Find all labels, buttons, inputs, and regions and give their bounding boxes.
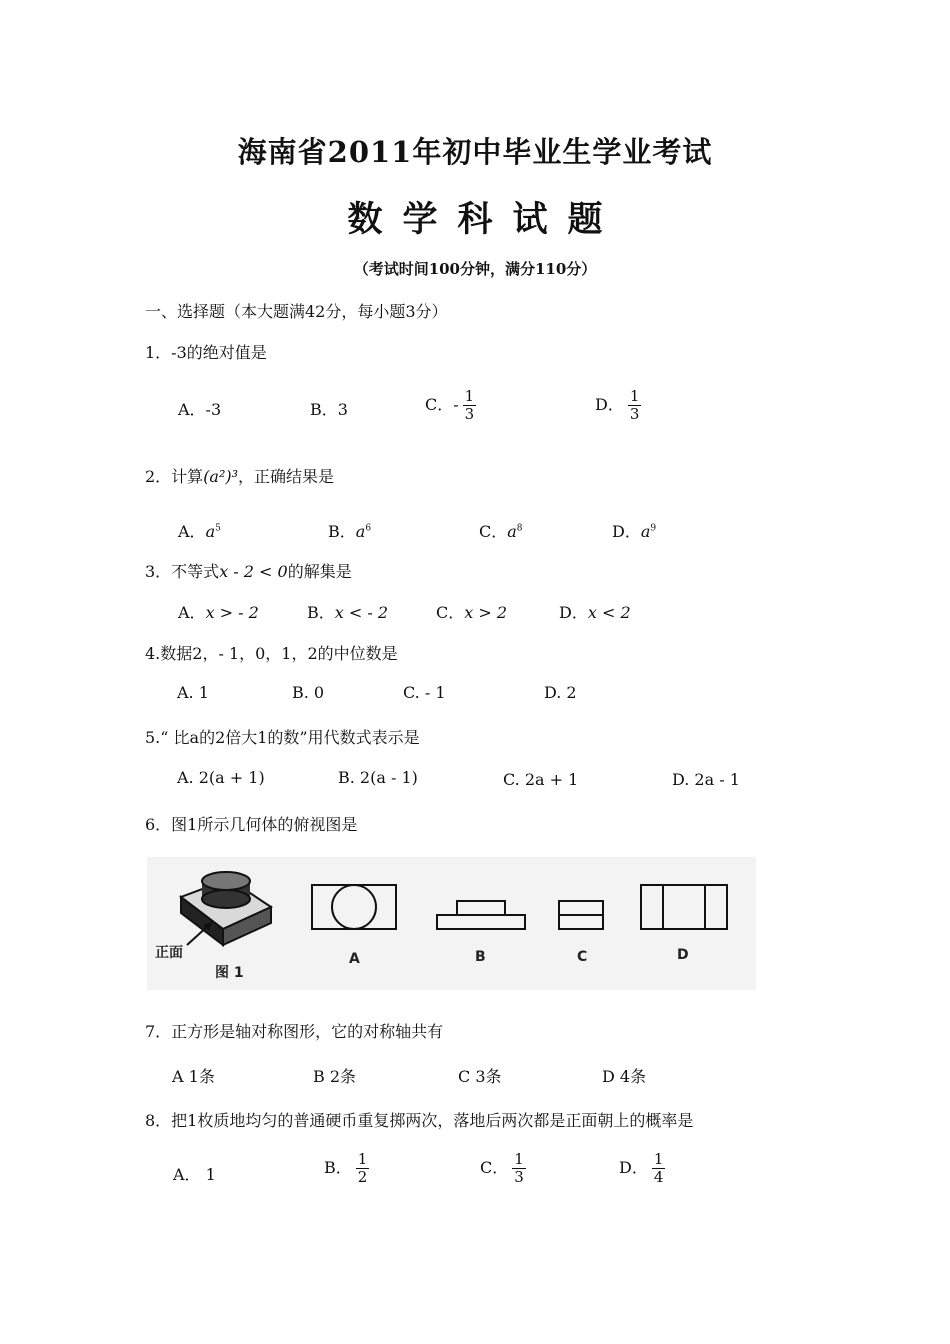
fraction-numerator: 1 — [629, 387, 640, 405]
exam-note: （考试时间100分钟，满分110分） — [353, 260, 597, 278]
q5-option-b: B. 2(a - 1) — [338, 768, 418, 787]
q1-option-c — [425, 388, 476, 423]
figure-1-panel — [147, 857, 756, 990]
question-4-stem: 4.数据2，- 1，0，1，2的中位数是 — [145, 644, 398, 663]
cylinder-bottom — [202, 890, 250, 908]
q8-option-c-fraction — [512, 1151, 526, 1186]
question-2-stem — [145, 464, 334, 487]
q2-option-a — [178, 519, 221, 542]
exam-title: 海南省2011年初中毕业生学业考试 — [237, 135, 713, 169]
q3-option-b-expression: x < - 2 — [334, 603, 389, 622]
q2-stem-suffix: ，正确结果是 — [238, 467, 335, 486]
q2-option-b — [328, 519, 371, 542]
figure-1-drawing — [147, 857, 756, 990]
q8-option-c — [480, 1151, 526, 1186]
option-a-label: A — [349, 951, 360, 967]
q2-option-c-base: a — [507, 522, 517, 541]
fraction-numerator: 1 — [653, 1150, 664, 1168]
option-b-label: B — [475, 949, 486, 965]
q7-option-c: C 3条 — [458, 1067, 502, 1086]
fraction-numerator: 1 — [464, 387, 475, 405]
option-b-bottom — [437, 915, 525, 929]
q3-option-d — [559, 600, 631, 623]
q1-option-d — [595, 388, 641, 423]
q1-option-b: B．3 — [310, 400, 348, 419]
question-3-stem — [145, 559, 352, 582]
front-label: 正面 — [155, 945, 183, 961]
q3-expression: x - 2 < 0 — [219, 562, 288, 581]
q2-option-a-exponent: 5 — [215, 523, 221, 534]
option-d-label: D — [677, 947, 689, 963]
q7-option-d: D 4条 — [602, 1067, 647, 1086]
q2-option-d-base: a — [640, 522, 651, 541]
q3-option-b-label: B． — [307, 603, 335, 622]
q8-option-d — [619, 1151, 665, 1186]
fraction-denominator: 3 — [464, 405, 475, 423]
figure-1-label: 图 1 — [215, 965, 244, 981]
q8-option-a: A． 1 — [173, 1165, 216, 1184]
option-a-circle — [332, 885, 376, 929]
fraction-denominator: 2 — [357, 1168, 368, 1186]
q8-option-b — [324, 1151, 369, 1186]
fraction-denominator: 3 — [514, 1168, 524, 1186]
q1-option-a: A．-3 — [178, 400, 222, 419]
cylinder-top — [202, 872, 250, 890]
q2-option-c-label: C． — [479, 522, 508, 541]
fraction-denominator: 4 — [653, 1168, 664, 1186]
fraction-denominator: 3 — [629, 405, 640, 423]
q2-option-c-exponent: 8 — [516, 523, 523, 534]
q3-option-a-label: A． — [178, 603, 206, 622]
q3-option-c-expression: x > 2 — [464, 603, 508, 622]
q2-option-b-exponent: 6 — [365, 523, 372, 534]
q4-option-a: A. 1 — [177, 683, 209, 702]
question-7-stem: 7．正方形是轴对称图形，它的对称轴共有 — [145, 1022, 444, 1041]
q3-option-d-label: D． — [559, 603, 588, 622]
q2-option-d-label: D． — [612, 522, 641, 541]
q2-option-a-base: a — [205, 522, 216, 541]
q2-stem-prefix: 2．计算 — [145, 467, 204, 486]
q3-option-b — [307, 600, 388, 623]
q5-option-c: C. 2a + 1 — [503, 770, 579, 789]
q8-option-d-fraction — [652, 1151, 666, 1186]
q7-option-b: B 2条 — [313, 1067, 357, 1086]
option-d-rect — [641, 885, 727, 929]
q3-stem-suffix: 的解集是 — [287, 562, 352, 581]
section-heading: 一、选择题（本大题满42分，每小题3分） — [145, 302, 448, 321]
q3-option-c — [436, 600, 507, 623]
q4-option-b: B. 0 — [292, 683, 325, 702]
front-arrow-line — [187, 925, 209, 945]
q4-option-c: C. - 1 — [403, 683, 446, 702]
q1-option-d-prefix: D． — [595, 395, 624, 414]
q2-option-d-exponent: 9 — [650, 523, 657, 534]
q1-option-c-prefix: C．- — [425, 395, 459, 414]
fraction-numerator: 1 — [357, 1150, 368, 1168]
q2-option-d — [612, 519, 656, 542]
question-5-stem: 5.“ 比a的2倍大1的数”用代数式表示是 — [145, 728, 420, 747]
q4-option-d: D. 2 — [544, 683, 577, 702]
q8-option-c-prefix: C． — [480, 1158, 509, 1177]
q3-stem-prefix: 3．不等式 — [145, 562, 220, 581]
q2-option-c — [479, 519, 523, 542]
option-b-top — [457, 901, 505, 915]
q2-option-a-label: A． — [178, 522, 206, 541]
q1-option-c-fraction — [463, 388, 477, 423]
q3-option-a — [178, 600, 259, 623]
q2-option-b-label: B． — [328, 522, 356, 541]
q8-option-b-fraction — [356, 1151, 370, 1186]
option-a-rect — [312, 885, 396, 929]
q5-option-d: D. 2a - 1 — [672, 770, 740, 789]
q1-option-d-fraction — [628, 388, 642, 423]
question-1-stem: 1．-3的绝对值是 — [145, 343, 267, 362]
option-c-label: C — [577, 949, 588, 965]
q8-option-b-prefix: B． — [324, 1158, 352, 1177]
q3-option-c-label: C． — [436, 603, 465, 622]
q2-expression: (a²)³ — [203, 467, 239, 486]
q5-option-a: A. 2(a + 1) — [177, 768, 265, 787]
q8-option-d-prefix: D． — [619, 1158, 648, 1177]
q3-option-a-expression: x > - 2 — [205, 603, 259, 622]
q2-option-b-base: a — [355, 522, 366, 541]
fraction-numerator: 1 — [514, 1150, 524, 1168]
question-6-stem: 6．图1所示几何体的俯视图是 — [145, 815, 358, 834]
q7-option-a: A 1条 — [172, 1067, 215, 1086]
subject-title: 数学科试题 — [347, 199, 623, 240]
q3-option-d-expression: x < 2 — [587, 603, 631, 622]
question-8-stem: 8．把1枚质地均匀的普通硬币重复掷两次，落地后两次都是正面朝上的概率是 — [145, 1111, 694, 1130]
